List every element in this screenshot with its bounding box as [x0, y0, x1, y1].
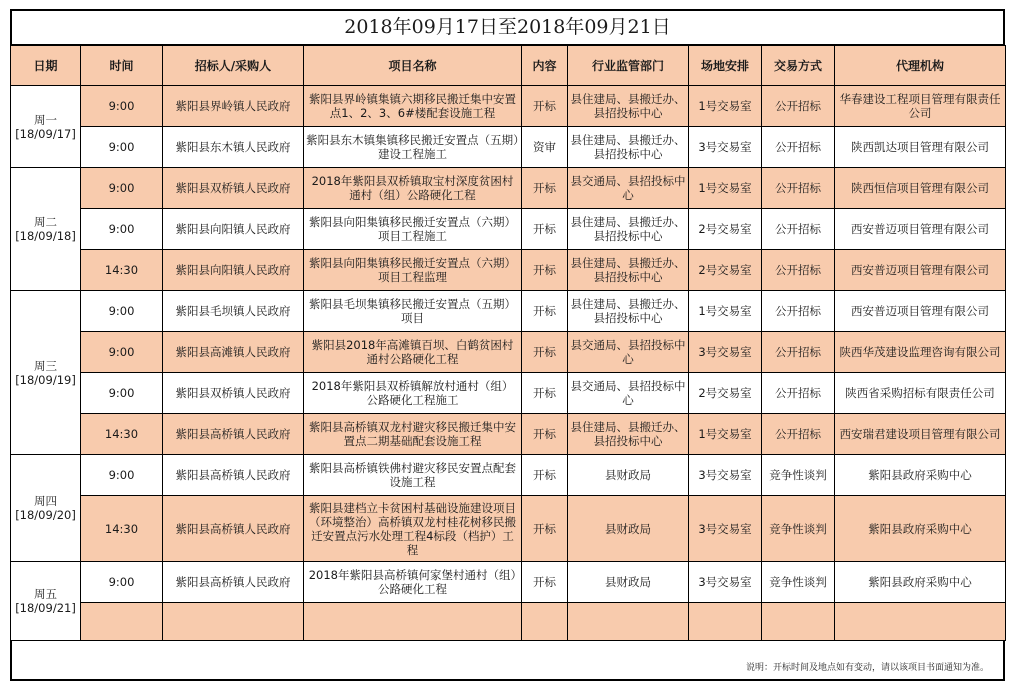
method-cell — [762, 603, 835, 641]
dept-cell: 县住建局、县搬迁办、县招投标中心 — [568, 414, 689, 455]
method-cell: 竞争性谈判 — [762, 496, 835, 562]
day-name: 周五 — [34, 587, 57, 601]
venue-cell: 1号交易室 — [689, 414, 762, 455]
project-cell: 紫阳县毛坝集镇移民搬迁安置点（五期）项目 — [304, 291, 522, 332]
buyer-cell: 紫阳县向阳镇人民政府 — [163, 209, 304, 250]
agency-cell: 西安瑞君建设项目管理有限公司 — [835, 414, 1006, 455]
table-row — [11, 373, 1006, 414]
header-time: 时间 — [81, 46, 163, 86]
agency-cell: 西安普迈项目管理有限公司 — [835, 250, 1006, 291]
dept-cell: 县住建局、县搬迁办、县招投标中心 — [568, 209, 689, 250]
day-cell — [11, 562, 81, 641]
agency-cell: 西安普迈项目管理有限公司 — [835, 291, 1006, 332]
day-cell — [11, 455, 81, 562]
venue-cell: 3号交易室 — [689, 496, 762, 562]
buyer-cell: 紫阳县高桥镇人民政府 — [163, 455, 304, 496]
time-cell: 9:00 — [81, 373, 163, 414]
project-cell: 紫阳县2018年高滩镇百坝、白鹤贫困村通村公路硬化工程 — [304, 332, 522, 373]
table-row — [11, 127, 1006, 168]
content-cell — [522, 603, 568, 641]
time-cell: 9:00 — [81, 291, 163, 332]
content-cell: 开标 — [522, 168, 568, 209]
header-venue: 场地安排 — [689, 46, 762, 86]
time-cell: 9:00 — [81, 562, 163, 603]
dept-cell: 县交通局、县招投标中心 — [568, 373, 689, 414]
method-cell: 公开招标 — [762, 209, 835, 250]
table-row — [11, 455, 1006, 496]
schedule-frame — [10, 9, 1005, 681]
venue-cell — [689, 603, 762, 641]
venue-cell: 2号交易室 — [689, 250, 762, 291]
dept-cell: 县住建局、县搬迁办、县招投标中心 — [568, 291, 689, 332]
agency-cell — [835, 603, 1006, 641]
time-cell: 9:00 — [81, 332, 163, 373]
table-row — [11, 562, 1006, 603]
buyer-cell: 紫阳县界岭镇人民政府 — [163, 86, 304, 127]
header-agency: 代理机构 — [835, 46, 1006, 86]
day-date: [18/09/18] — [15, 229, 76, 243]
buyer-cell: 紫阳县高滩镇人民政府 — [163, 332, 304, 373]
agency-cell: 紫阳县政府采购中心 — [835, 496, 1006, 562]
header-content: 内容 — [522, 46, 568, 86]
time-cell: 9:00 — [81, 168, 163, 209]
venue-cell: 2号交易室 — [689, 373, 762, 414]
header-project: 项目名称 — [304, 46, 522, 86]
project-cell: 2018年紫阳县双桥镇取宝村深度贫困村通村（组）公路硬化工程 — [304, 168, 522, 209]
time-cell: 14:30 — [81, 250, 163, 291]
header-dept: 行业监管部门 — [568, 46, 689, 86]
method-cell: 公开招标 — [762, 86, 835, 127]
method-cell: 竞争性谈判 — [762, 455, 835, 496]
buyer-cell: 紫阳县高桥镇人民政府 — [163, 496, 304, 562]
buyer-cell: 紫阳县双桥镇人民政府 — [163, 168, 304, 209]
method-cell: 公开招标 — [762, 250, 835, 291]
content-cell: 开标 — [522, 209, 568, 250]
time-cell: 9:00 — [81, 86, 163, 127]
dept-cell: 县住建局、县搬迁办、县招投标中心 — [568, 86, 689, 127]
schedule-title: 2018年09月17日至2018年09月21日 — [12, 11, 1003, 45]
venue-cell: 1号交易室 — [689, 168, 762, 209]
table-row — [11, 332, 1006, 373]
content-cell: 开标 — [522, 250, 568, 291]
method-cell: 公开招标 — [762, 414, 835, 455]
dept-cell: 县住建局、县搬迁办、县招投标中心 — [568, 250, 689, 291]
project-cell: 2018年紫阳县双桥镇解放村通村（组）公路硬化工程施工 — [304, 373, 522, 414]
day-name: 周三 — [34, 358, 57, 373]
day-date: [18/09/17] — [15, 126, 76, 141]
method-cell: 公开招标 — [762, 127, 835, 168]
venue-cell: 1号交易室 — [689, 291, 762, 332]
day-cell — [11, 168, 81, 291]
project-cell: 紫阳县向阳集镇移民搬迁安置点（六期）项目工程施工 — [304, 209, 522, 250]
venue-cell: 3号交易室 — [689, 455, 762, 496]
method-cell: 公开招标 — [762, 373, 835, 414]
content-cell: 开标 — [522, 291, 568, 332]
method-cell: 公开招标 — [762, 332, 835, 373]
time-cell: 9:00 — [81, 127, 163, 168]
agency-cell: 陕西省采购招标有限责任公司 — [835, 373, 1006, 414]
content-cell: 开标 — [522, 455, 568, 496]
buyer-cell: 紫阳县高桥镇人民政府 — [163, 414, 304, 455]
buyer-cell: 紫阳县高桥镇人民政府 — [163, 562, 304, 603]
day-name: 周一 — [34, 112, 57, 127]
method-cell: 竞争性谈判 — [762, 562, 835, 603]
project-cell: 2018年紫阳县高桥镇何家堡村通村（组）公路硬化工程 — [304, 562, 522, 603]
table-row — [11, 250, 1006, 291]
project-cell: 紫阳县向阳集镇移民搬迁安置点（六期）项目工程监理 — [304, 250, 522, 291]
time-cell: 14:30 — [81, 496, 163, 562]
table-row — [11, 168, 1006, 209]
table-row — [11, 86, 1006, 127]
project-cell — [304, 603, 522, 641]
header-row — [11, 46, 1006, 86]
venue-cell: 3号交易室 — [689, 127, 762, 168]
project-cell: 紫阳县界岭镇集镇六期移民搬迁集中安置点1、2、3、6#楼配套设施工程 — [304, 86, 522, 127]
dept-cell: 县财政局 — [568, 455, 689, 496]
project-cell: 紫阳县东木镇集镇移民搬迁安置点（五期）建设工程施工 — [304, 127, 522, 168]
agency-cell: 紫阳县政府采购中心 — [835, 562, 1006, 603]
day-date: [18/09/19] — [15, 372, 76, 387]
content-cell: 开标 — [522, 373, 568, 414]
buyer-cell: 紫阳县毛坝镇人民政府 — [163, 291, 304, 332]
day-date: [18/09/21] — [15, 601, 76, 615]
venue-cell: 1号交易室 — [689, 86, 762, 127]
venue-cell: 3号交易室 — [689, 562, 762, 603]
time-cell: 9:00 — [81, 455, 163, 496]
time-cell — [81, 603, 163, 641]
day-name: 周四 — [34, 494, 57, 508]
content-cell: 开标 — [522, 414, 568, 455]
table-row — [11, 496, 1006, 562]
time-cell: 9:00 — [81, 209, 163, 250]
dept-cell: 县财政局 — [568, 496, 689, 562]
content-cell: 开标 — [522, 332, 568, 373]
time-cell: 14:30 — [81, 414, 163, 455]
content-cell: 资审 — [522, 127, 568, 168]
buyer-cell — [163, 603, 304, 641]
buyer-cell: 紫阳县向阳镇人民政府 — [163, 250, 304, 291]
agency-cell: 紫阳县政府采购中心 — [835, 455, 1006, 496]
project-cell: 紫阳县建档立卡贫困村基础设施建设项目（环境整治）高桥镇双龙村桂花树移民搬迁安置点污水处理工程4标段（档护）工程 — [304, 496, 522, 562]
content-cell: 开标 — [522, 86, 568, 127]
dept-cell: 县住建局、县搬迁办、县招投标中心 — [568, 127, 689, 168]
agency-cell: 陕西华茂建设监理咨询有限公司 — [835, 332, 1006, 373]
agency-cell: 华春建设工程项目管理有限责任公司 — [835, 86, 1006, 127]
table-row — [11, 291, 1006, 332]
header-method: 交易方式 — [762, 46, 835, 86]
table-row — [11, 209, 1006, 250]
table-row — [11, 603, 1006, 641]
dept-cell: 县交通局、县招投标中心 — [568, 332, 689, 373]
buyer-cell: 紫阳县双桥镇人民政府 — [163, 373, 304, 414]
content-cell: 开标 — [522, 562, 568, 603]
day-date: [18/09/20] — [15, 508, 76, 522]
day-cell — [11, 86, 81, 168]
buyer-cell: 紫阳县东木镇人民政府 — [163, 127, 304, 168]
day-name: 周二 — [34, 215, 57, 229]
project-cell: 紫阳县高桥镇双龙村避灾移民搬迁集中安置点二期基础配套设施工程 — [304, 414, 522, 455]
method-cell: 公开招标 — [762, 168, 835, 209]
agency-cell: 陕西凯达项目管理有限公司 — [835, 127, 1006, 168]
dept-cell — [568, 603, 689, 641]
footnote: 说明：开标时间及地点如有变动，请以该项目书面通知为准。 — [745, 663, 989, 673]
venue-cell: 2号交易室 — [689, 209, 762, 250]
header-buyer: 招标人/采购人 — [163, 46, 304, 86]
content-cell: 开标 — [522, 496, 568, 562]
venue-cell: 3号交易室 — [689, 332, 762, 373]
schedule-table — [10, 45, 1006, 641]
table-row — [11, 414, 1006, 455]
day-cell — [11, 291, 81, 455]
dept-cell: 县交通局、县招投标中心 — [568, 168, 689, 209]
agency-cell: 西安普迈项目管理有限公司 — [835, 209, 1006, 250]
header-date: 日期 — [11, 46, 81, 86]
project-cell: 紫阳县高桥镇铁佛村避灾移民安置点配套设施工程 — [304, 455, 522, 496]
dept-cell: 县财政局 — [568, 562, 689, 603]
agency-cell: 陕西恒信项目管理有限公司 — [835, 168, 1006, 209]
method-cell: 公开招标 — [762, 291, 835, 332]
